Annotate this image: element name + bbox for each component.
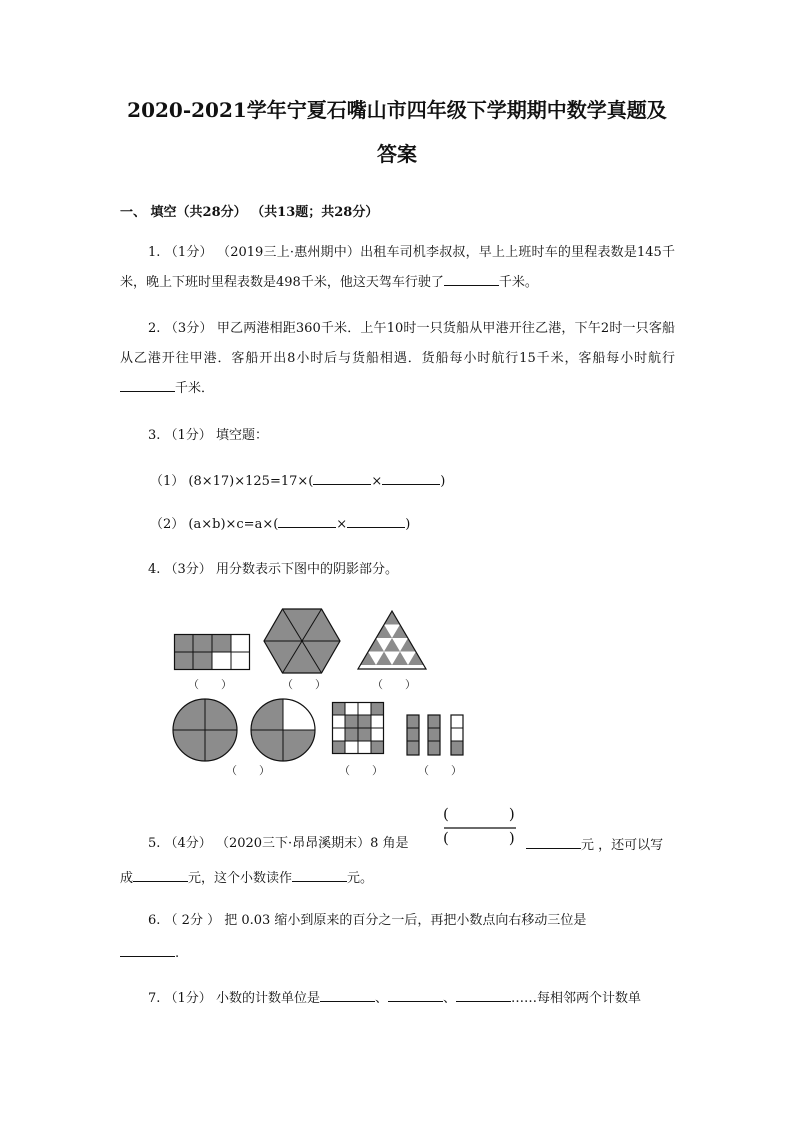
question-5-start: 5. （4分） （2020三下·昂昂溪期末）8 角是 xyxy=(148,836,409,851)
doc-title-line1: 2020-2021学年宁夏石嘴山市四年级下学期期中数学真题及 xyxy=(127,98,667,122)
question-5-text: 成 xyxy=(120,871,134,886)
question-6: 6. （ 2分 ） 把 0.03 缩小到原来的百分之一后，再把小数点向右移动三位是 xyxy=(148,913,587,928)
question-3-sub-2 xyxy=(150,513,410,535)
section-heading: 一、 填空（共28分） （共13题；共28分） xyxy=(120,205,379,220)
separator: 、 xyxy=(442,991,456,1006)
answer-paren-3[interactable]: （ ） xyxy=(372,678,416,691)
figure-circle-three-quarter xyxy=(250,698,316,762)
question-5-text: 元，这个小数读作 xyxy=(188,871,293,886)
answer-blank[interactable] xyxy=(320,987,375,1002)
question-6-end: . xyxy=(175,946,180,961)
question-2-text: 2. （3分） 甲乙两港相距360千米．上午10时一只货船从甲港开往乙港，下午2时一只客船从乙港开往甲港．客船开出8小时后与货船相遇．货船每小时航行15千米，客船每小时航行 xyxy=(120,321,675,366)
answer-blank[interactable] xyxy=(388,987,443,1002)
times-sign: × xyxy=(371,474,383,489)
figure-square-grid xyxy=(332,702,384,754)
answer-blank[interactable] xyxy=(382,470,440,485)
answer-paren-1[interactable]: （ ） xyxy=(188,678,232,691)
answer-blank[interactable] xyxy=(456,987,511,1002)
question-2 xyxy=(120,314,675,404)
answer-paren-2[interactable]: （ ） xyxy=(282,678,326,691)
fraction-numerator[interactable]: ( ) xyxy=(443,805,515,823)
question-2-unit: 千米． xyxy=(175,381,215,396)
answer-blank[interactable] xyxy=(120,942,175,957)
question-3: 3. （1分） 填空题： xyxy=(148,428,268,443)
fraction-denominator[interactable]: ( ) xyxy=(443,829,515,847)
figure-triangle xyxy=(356,610,428,672)
answer-blank[interactable] xyxy=(347,513,405,528)
answer-blank[interactable] xyxy=(120,377,175,392)
answer-blank[interactable] xyxy=(444,271,499,286)
question-1 xyxy=(120,238,675,298)
figure-circle-full xyxy=(172,698,238,762)
doc-title-line2: 答案 xyxy=(377,142,417,166)
answer-blank[interactable] xyxy=(526,834,581,849)
close-paren: ) xyxy=(440,474,446,489)
answer-blank[interactable] xyxy=(292,867,347,882)
question-7-text: ……每相邻两个计数单 xyxy=(510,991,641,1006)
question-4: 4. （3分） 用分数表示下图中的阴影部分。 xyxy=(148,562,398,577)
answer-blank[interactable] xyxy=(278,513,336,528)
question-7 xyxy=(148,987,641,1009)
question-5-line2 xyxy=(120,867,373,889)
answer-blank[interactable] xyxy=(133,867,188,882)
question-1-unit: 千米。 xyxy=(498,275,538,290)
sub-1-expr: （1） (8×17)×125=17×( xyxy=(150,474,314,489)
question-3-sub-1 xyxy=(150,470,445,492)
answer-blank[interactable] xyxy=(313,470,371,485)
times-sign: × xyxy=(336,517,348,532)
answer-paren-4[interactable]: （ ） xyxy=(226,764,270,777)
figure-three-bars xyxy=(406,714,466,756)
answer-paren-6[interactable]: （ ） xyxy=(418,764,462,777)
sub-2-expr: （2） (a×b)×c=a×( xyxy=(150,517,279,532)
separator: 、 xyxy=(374,991,388,1006)
question-5-text: 元。 xyxy=(347,871,374,886)
question-5-mid xyxy=(526,834,663,856)
figure-rect-grid xyxy=(174,634,250,670)
close-paren: ) xyxy=(405,517,411,532)
question-6-line2 xyxy=(120,942,179,964)
figure-hexagon xyxy=(263,608,341,674)
question-1-text: 1. （1分） （2019三上·惠州期中）出租车司机李叔叔，早上上班时车的里程表数是145千米，晚上下班时里程表数是498千米，他这天驾车行驶了 xyxy=(120,245,676,290)
question-7-text: 7. （1分） 小数的计数单位是 xyxy=(148,991,320,1006)
question-5-text: 元 ，还可以写 xyxy=(581,838,664,853)
answer-paren-5[interactable]: （ ） xyxy=(339,764,383,777)
